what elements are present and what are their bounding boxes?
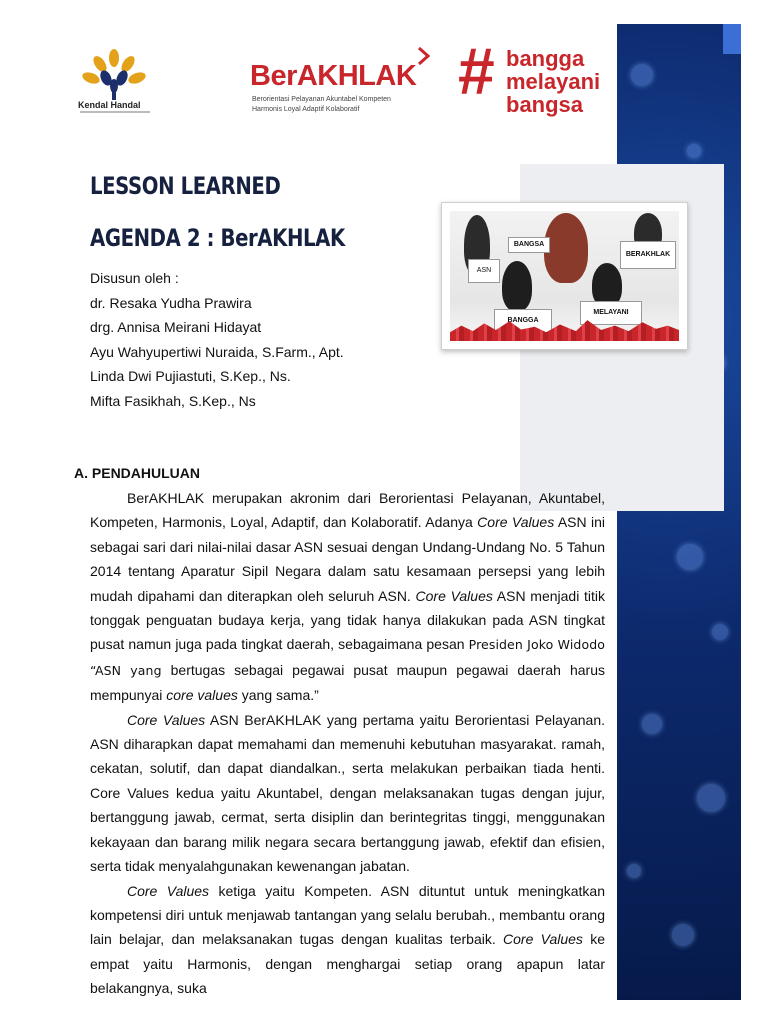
- emphasis-text: Core Values: [127, 882, 210, 899]
- kendal-handal-name: Kendal Handal: [78, 100, 141, 110]
- decorative-dot: [627, 864, 641, 878]
- bangga-melayani-bangsa-logo: [458, 34, 618, 120]
- photo-sign: BERAKHLAK: [620, 241, 676, 269]
- person-figure: [544, 213, 588, 283]
- paragraph: [90, 708, 605, 879]
- author-label: Disusun oleh :: [90, 270, 179, 286]
- group-photo: [450, 211, 679, 341]
- decorative-dot: [677, 544, 703, 570]
- author-list: [90, 266, 420, 413]
- paragraph: [90, 486, 605, 708]
- berakhlak-logo-line1: Berorientasi Pelayanan Akuntabel Kompeten: [252, 96, 391, 103]
- section-body: [90, 486, 605, 1001]
- berakhlak-logo: [250, 46, 436, 116]
- photo-sign: BANGGA: [494, 309, 552, 333]
- photo-sign: ASN: [468, 259, 500, 283]
- text-run: ketiga yaitu Kompeten. ASN dituntut untuk meningkatkan kompetensi diri untuk menjawab tantangan yang selalu berubah., membantu orang lain belajar, dan melaksanakan tugas dengan kualitas terbaik.: [90, 882, 605, 948]
- text-run: ASN BerAKHLAK yang pertama yaitu Berorientasi Pelayanan. ASN diharapkan dapat memahami dan memenuhi kebutuhan masyarakat. ramah, cekatan, solutif, dan dapat diandalkan., serta melakukan perbaikan tiada henti. Core Values kedua yaitu Akuntabel, dengan melaksanakan tugas dengan jujur, bertanggung jawab, cermat, serta disiplin dan berintegritas tinggi, menggunakan kekayaan dan barang milik negara secara bertanggung jawab, efektif dan efisien, serta tidak menyalahgunakan kewenangan jabatan.: [90, 711, 605, 875]
- person-figure: [502, 261, 532, 311]
- author-name: Linda Dwi Pujiastuti, S.Kep., Ns.: [90, 368, 291, 384]
- decorative-dot: [687, 144, 701, 158]
- emphasis-text: Core Values: [477, 514, 555, 531]
- emphasis-text: Core Values: [127, 711, 206, 728]
- author-name: Ayu Wahyupertiwi Nuraida, S.Farm., Apt.: [90, 343, 344, 360]
- bangga-line2: melayani: [506, 69, 601, 94]
- document-title: LESSON LEARNED: [90, 172, 281, 200]
- bangga-line3: bangsa: [506, 92, 584, 117]
- bangga-line1: bangga: [506, 46, 585, 71]
- decorative-dot: [642, 714, 662, 734]
- chevron-right-icon: [416, 46, 432, 66]
- author-name: dr. Resaka Yudha Prawira: [90, 294, 252, 311]
- kendal-tagline-mark: [80, 111, 150, 113]
- group-photo-frame: [441, 202, 688, 350]
- agenda-title: AGENDA 2 : BerAKHLAK: [90, 224, 345, 252]
- header-logos: [0, 0, 768, 140]
- photo-skyline-decoration: [450, 319, 679, 341]
- decorative-dot: [712, 624, 728, 640]
- emphasis-text: Core Values: [415, 587, 493, 604]
- berakhlak-logo-word: BerAKHLAK: [250, 60, 417, 92]
- decorative-dot: [672, 924, 694, 946]
- text-run: ASN menjadi titik tonggak penguatan budaya kerja, yang tidak hanya dilakukan pada ASN tingkat pusat namun juga pada tingkat daerah, sebagaimana pesan: [90, 587, 606, 653]
- author-name: drg. Annisa Meirani Hidayat: [90, 319, 262, 335]
- emphasis-text: core values: [166, 687, 238, 704]
- text-run: ASN ini sebagai sari dari nilai-nilai dasar ASN sesuai dengan Undang-Undang No. 5 Tahun 2014 tentang Aparatur Sipil Negara dalam satu kesamaan persepsi yang lebih mudah dipahami dan diterapkan oleh seluruh ASN.: [90, 514, 605, 604]
- text-run: bertugas sebagai pegawai pusat maupun pegawai daerah harus mempunyai: [90, 661, 605, 704]
- decorative-dot: [697, 784, 725, 812]
- hashtag-icon: #: [458, 34, 495, 108]
- text-run: BerAKHLAK merupakan akronim dari Berorientasi Pelayanan, Akuntabel, Kompeten, Harmonis, Loyal, Adaptif, dan Kolaboratif. Adanya: [90, 490, 605, 531]
- paragraph: [90, 879, 605, 1001]
- section-heading: A. PENDAHULUAN: [74, 465, 200, 481]
- text-run: ke empat yaitu Harmonis, dengan menghargai setiap orang apapun latar belakangnya, suka: [90, 931, 605, 997]
- photo-sign: BANGSA: [508, 237, 550, 253]
- berakhlak-logo-line2: Harmonis Loyal Adaptif Kolaboratif: [252, 106, 360, 113]
- emphasis-text: Core Values: [503, 931, 583, 948]
- text-run: yang sama.”: [237, 687, 319, 704]
- author-name: Mifta Fasikhah, S.Kep., Ns: [90, 392, 256, 409]
- photo-sign: MELAYANI: [580, 301, 642, 325]
- quote-text: Presiden Joko Widodo “ASN yang: [90, 637, 605, 678]
